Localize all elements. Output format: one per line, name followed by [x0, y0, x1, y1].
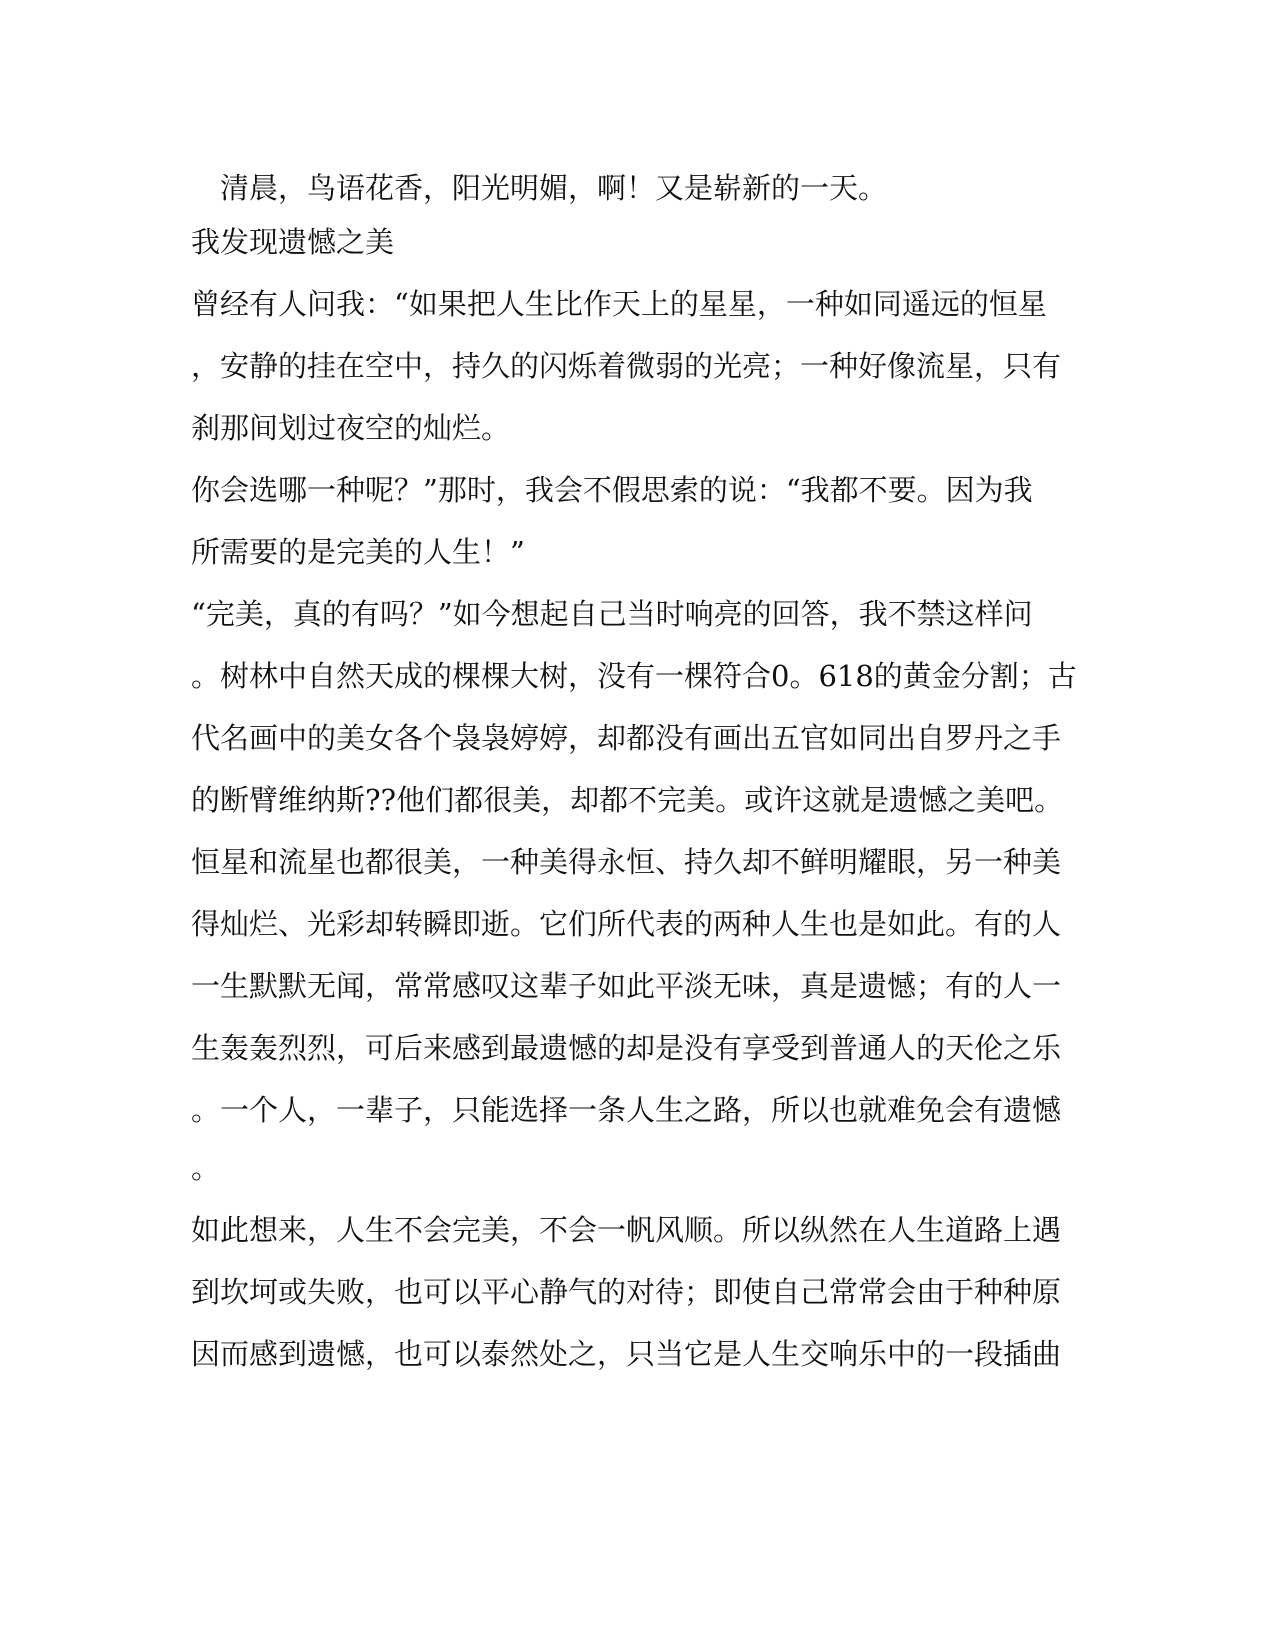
document-line-15: 生轰轰烈烈，可后来感到最遗憾的却是没有享受到普通人的天伦之乐	[191, 1031, 1062, 1065]
document-line-20: 因而感到遗憾，也可以泰然处之，只当它是人生交响乐中的一段插曲	[191, 1337, 1062, 1371]
document-line-1: 清晨，鸟语花香，阳光明媚，啊！又是崭新的一天。	[191, 171, 888, 205]
document-line-5: 刹那间划过夜空的灿烂。	[191, 411, 511, 445]
document-line-8: “完美，真的有吗？”如今想起自己当时响亮的回答，我不禁这样问	[191, 597, 1033, 631]
document-line-6: 你会选哪一种呢？”那时，我会不假思索的说：“我都不要。因为我	[191, 473, 1033, 507]
document-line-4: ，安静的挂在空中，持久的闪烁着微弱的光亮；一种好像流星，只有	[191, 349, 1062, 383]
document-line-10: 代名画中的美女各个袅袅婷婷，却都没有画出五官如同出自罗丹之手	[191, 721, 1062, 755]
document-line-16: 。一个人，一辈子，只能选择一条人生之路，所以也就难免会有遗憾	[191, 1093, 1062, 1127]
document-line-11: 的断臂维纳斯??他们都很美，却都不完美。或许这就是遗憾之美吧。	[191, 783, 1064, 817]
document-line-19: 到坎坷或失败，也可以平心静气的对待；即使自己常常会由于种种原	[191, 1275, 1062, 1309]
document-line-13: 得灿烂、光彩却转瞬即逝。它们所代表的两种人生也是如此。有的人	[191, 907, 1062, 941]
document-line-14: 一生默默无闻，常常感叹这辈子如此平淡无味，真是遗憾；有的人一	[191, 969, 1062, 1003]
document-line-12: 恒星和流星也都很美，一种美得永恒、持久却不鲜明耀眼，另一种美	[191, 845, 1062, 879]
document-line-3: 曾经有人问我：“如果把人生比作天上的星星，一种如同遥远的恒星	[191, 287, 1047, 321]
document-heading: 我发现遗憾之美	[191, 225, 395, 259]
document-line-9: 。树林中自然天成的棵棵大树，没有一棵符合0。618的黄金分割；古	[191, 659, 1077, 693]
document-line-7: 所需要的是完美的人生！”	[191, 535, 525, 569]
document-line-18: 如此想来，人生不会完美，不会一帆风顺。所以纵然在人生道路上遇	[191, 1213, 1062, 1247]
document-line-17: 。	[191, 1151, 221, 1185]
